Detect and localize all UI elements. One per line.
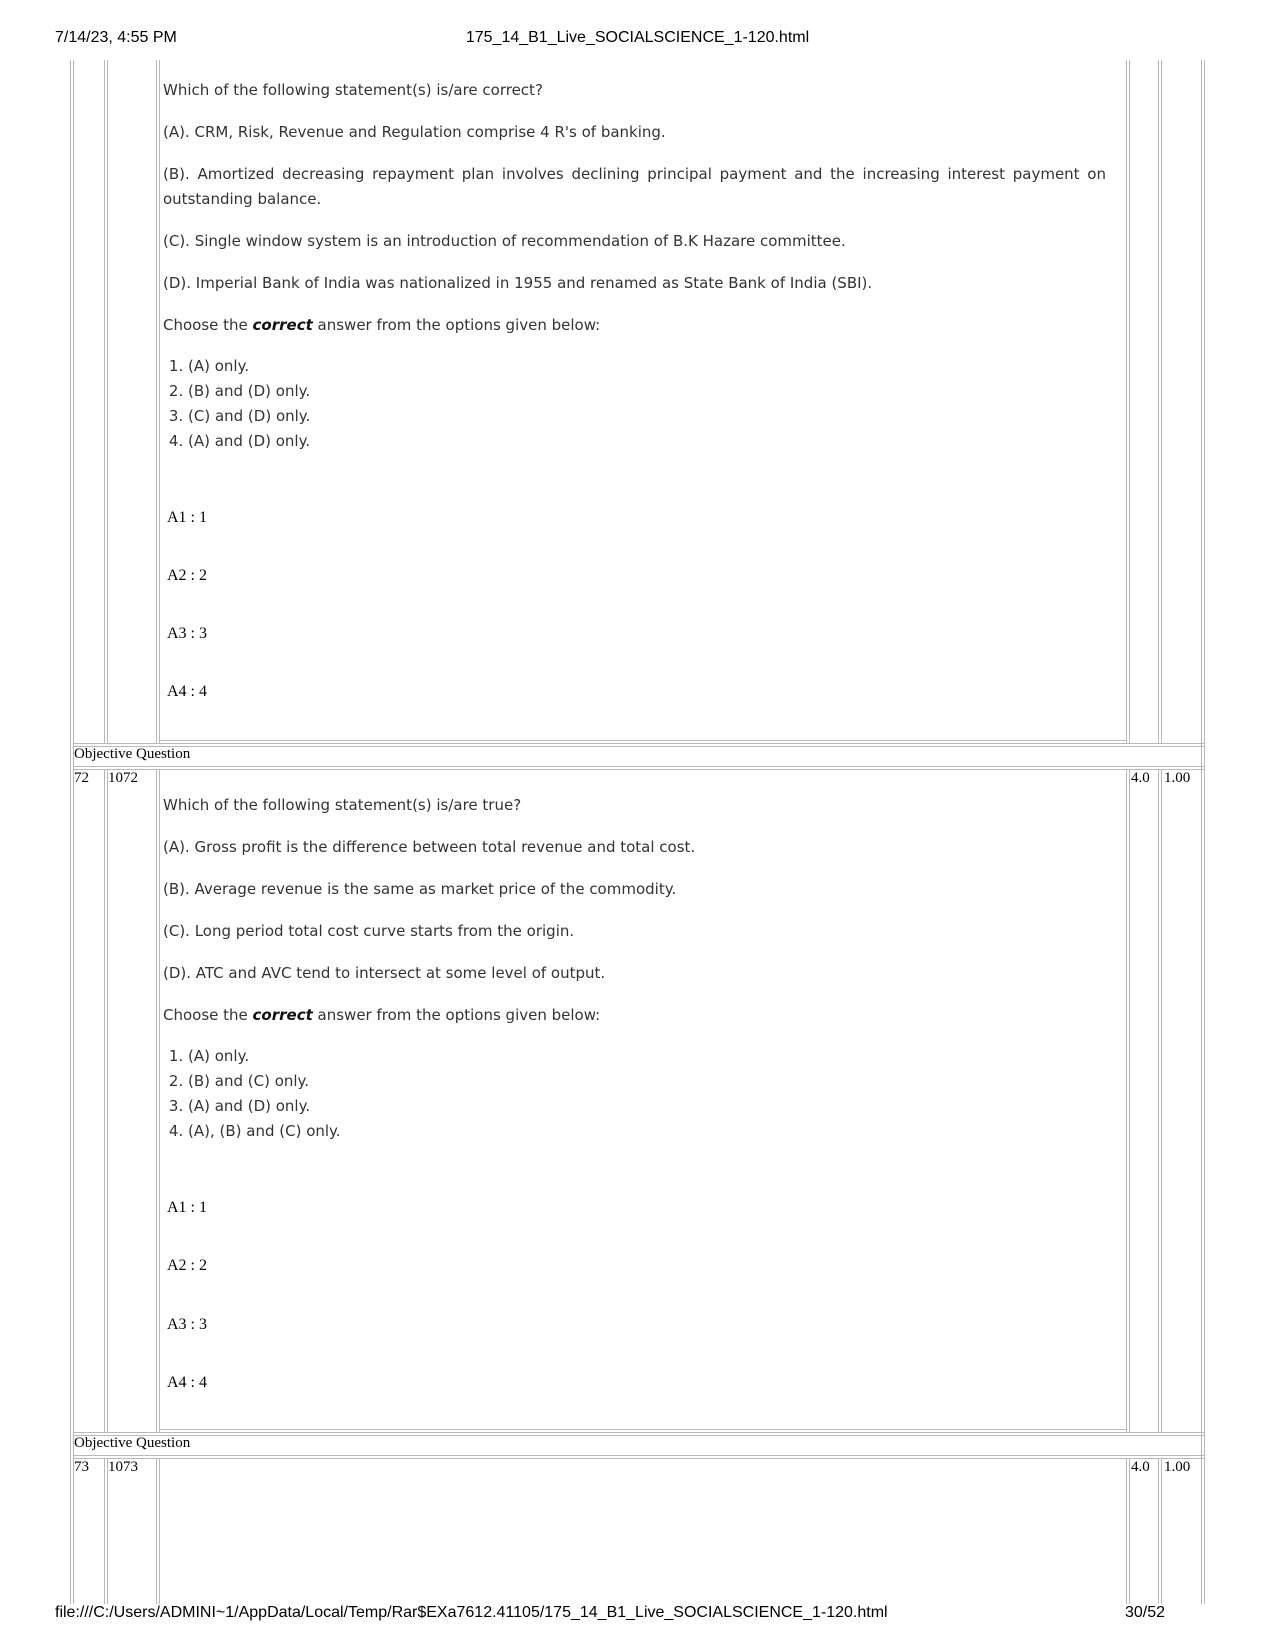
option-2: 2. (B) and (C) only. xyxy=(188,1069,341,1094)
question-type-label: Objective Question xyxy=(74,746,191,762)
answer-3: A3 : 3 xyxy=(167,625,207,642)
statement-c: (C). Single window system is an introduction of recommendation of B.K Hazare committee. xyxy=(163,232,846,250)
answer-2: A2 : 2 xyxy=(167,567,207,584)
option-1: 1. (A) only. xyxy=(188,354,310,379)
option-3: 3. (A) and (D) only. xyxy=(188,1094,341,1119)
question-id: 1072 xyxy=(108,770,138,786)
answer-4: A4 : 4 xyxy=(167,1374,207,1391)
choose-instruction: Choose the correct answer from the options given below: xyxy=(163,1006,601,1024)
option-1: 1. (A) only. xyxy=(188,1044,341,1069)
option-4: 4. (A) and (D) only. xyxy=(188,429,310,454)
question-type-label: Objective Question xyxy=(74,1435,191,1451)
question-marks: 4.0 xyxy=(1131,770,1150,786)
statement-b: (B). Amortized decreasing repayment plan involves declining principal payment and the increasing interest payment on outstanding balance. xyxy=(163,165,1106,208)
option-4: 4. (A), (B) and (C) only. xyxy=(188,1119,341,1144)
answer-3: A3 : 3 xyxy=(167,1316,207,1333)
question-serial: 73 xyxy=(74,1459,89,1475)
question-serial: 72 xyxy=(74,770,89,786)
question-id: 1073 xyxy=(108,1459,138,1475)
document-title: 175_14_B1_Live_SOCIALSCIENCE_1-120.html xyxy=(465,29,810,46)
answer-1: A1 : 1 xyxy=(167,509,207,526)
choose-instruction: Choose the correct answer from the options given below: xyxy=(163,316,601,334)
answer-1: A1 : 1 xyxy=(167,1199,207,1216)
option-2: 2. (B) and (D) only. xyxy=(188,379,310,404)
options-list xyxy=(163,354,310,454)
file-path: file:///C:/Users/ADMINI~1/AppData/Local/Temp/Rar$EXa7612.41105/175_14_B1_Live_SOCIALSCIENCE_1-120.html xyxy=(55,1604,888,1621)
statement-d: (D). Imperial Bank of India was nationalized in 1955 and renamed as State Bank of India (SBI). xyxy=(163,274,873,292)
statement-c: (C). Long period total cost curve starts from the origin. xyxy=(163,922,575,940)
statement-b: (B). Average revenue is the same as market price of the commodity. xyxy=(163,880,677,898)
print-header xyxy=(0,29,1275,53)
negative-marks: 1.00 xyxy=(1164,1459,1191,1475)
statement-a: (A). Gross profit is the difference between total revenue and total cost. xyxy=(163,838,696,856)
option-3: 3. (C) and (D) only. xyxy=(188,404,310,429)
question-marks: 4.0 xyxy=(1131,1459,1150,1475)
answer-2: A2 : 2 xyxy=(167,1257,207,1274)
options-list xyxy=(163,1044,341,1144)
print-footer xyxy=(0,1604,1275,1628)
question-stem: Which of the following statement(s) is/are correct? xyxy=(163,81,543,99)
statement-a: (A). CRM, Risk, Revenue and Regulation comprise 4 R's of banking. xyxy=(163,123,666,141)
negative-marks: 1.00 xyxy=(1164,770,1191,786)
answer-4: A4 : 4 xyxy=(167,683,207,700)
statement-d: (D). ATC and AVC tend to intersect at some level of output. xyxy=(163,964,606,982)
print-datetime: 7/14/23, 4:55 PM xyxy=(55,29,177,46)
question-stem: Which of the following statement(s) is/are true? xyxy=(163,796,522,814)
page-number: 30/52 xyxy=(1124,1604,1165,1621)
